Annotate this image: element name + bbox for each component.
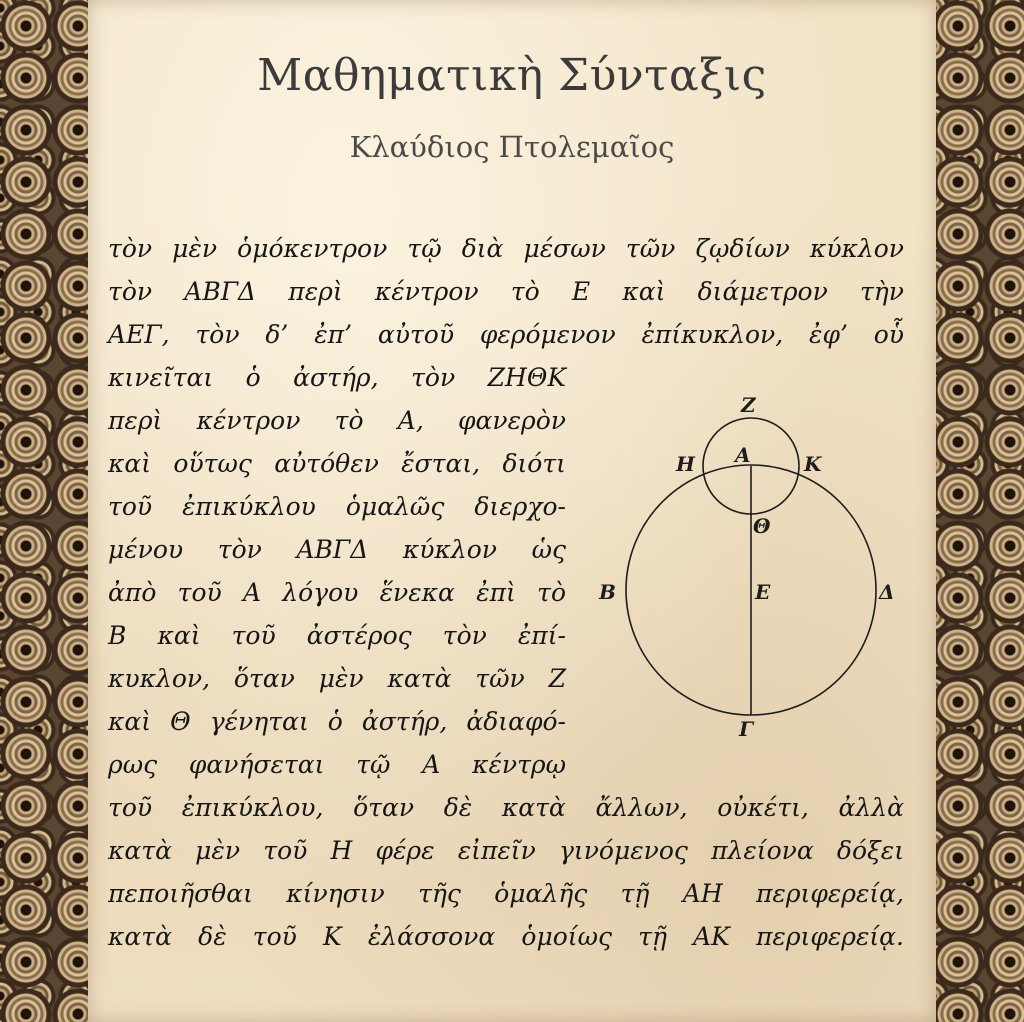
text-line: ΑΕΓ, τὸν δ’ ἐπ’ αὐτοῦ φερόμενον ἐπίκυκλον, ἐφ’ οὗ — [108, 320, 904, 349]
page-title: Μαθηματικὴ Σύνταξις — [257, 50, 767, 101]
text-line: κυκλον, ὅταν μὲν κατὰ τῶν Ζ — [108, 664, 566, 693]
label-h: H — [676, 452, 695, 476]
label-z: Z — [741, 393, 756, 417]
label-e: E — [755, 580, 771, 604]
text-line: κατὰ δὲ τοῦ Κ ἐλάσσονα ὁμοίως τῇ ΑΚ περιφερείᾳ. — [108, 922, 904, 951]
text-line: τὸν μὲν ὁμόκεντρον τῷ διὰ μέσων τῶν ζῳδίων κύκλον — [108, 234, 904, 263]
text-line: καὶ Θ γένηται ὁ ἀστήρ, ἀδιαφό- — [108, 707, 566, 736]
text-line: περὶ κέντρον τὸ Α, φανερὸν — [108, 406, 566, 435]
text-line: κινεῖται ὁ ἀστήρ, τὸν ΖΗΘΚ — [108, 363, 566, 392]
text-line: κατὰ μὲν τοῦ Η φέρε εἰπεῖν γινόμενος πλείονα δόξει — [108, 836, 904, 865]
label-b: B — [599, 580, 616, 604]
text-line: Β καὶ τοῦ ἀστέρος τὸν ἐπί- — [108, 621, 566, 650]
author-name: Κλαύδιος Πτολεμαῖος — [349, 130, 675, 164]
label-a: A — [735, 443, 751, 467]
text-line: καὶ οὕτως αὐτόθεν ἔσται, διότι — [108, 449, 566, 478]
text-line: τοῦ ἐπικύκλου, ὅταν δὲ κατὰ ἄλλων, οὐκέτι, ἀλλὰ — [108, 793, 904, 822]
label-k: K — [804, 452, 822, 476]
label-gamma: Γ — [739, 717, 754, 741]
text-line: μένου τὸν ΑΒΓΔ κύκλον ὡς — [108, 535, 566, 564]
label-theta: Θ — [753, 514, 771, 538]
text-line: πεποιῆσθαι κίνησιν τῆς ὁμαλῆς τῇ ΑΗ περιφερείᾳ, — [108, 879, 904, 908]
label-delta: Δ — [879, 580, 895, 604]
text-line: ἀπὸ τοῦ Α λόγου ἕνεκα ἐπὶ τὸ — [108, 578, 566, 607]
text-line: τοῦ ἐπικύκλου ὁμαλῶς διερχο- — [108, 492, 566, 521]
text-line: ρως φανήσεται τῷ Α κέντρῳ — [108, 750, 566, 779]
text-line: τὸν ΑΒΓΔ περὶ κέντρον τὸ Ε καὶ διάμετρον τὴν — [108, 277, 904, 306]
